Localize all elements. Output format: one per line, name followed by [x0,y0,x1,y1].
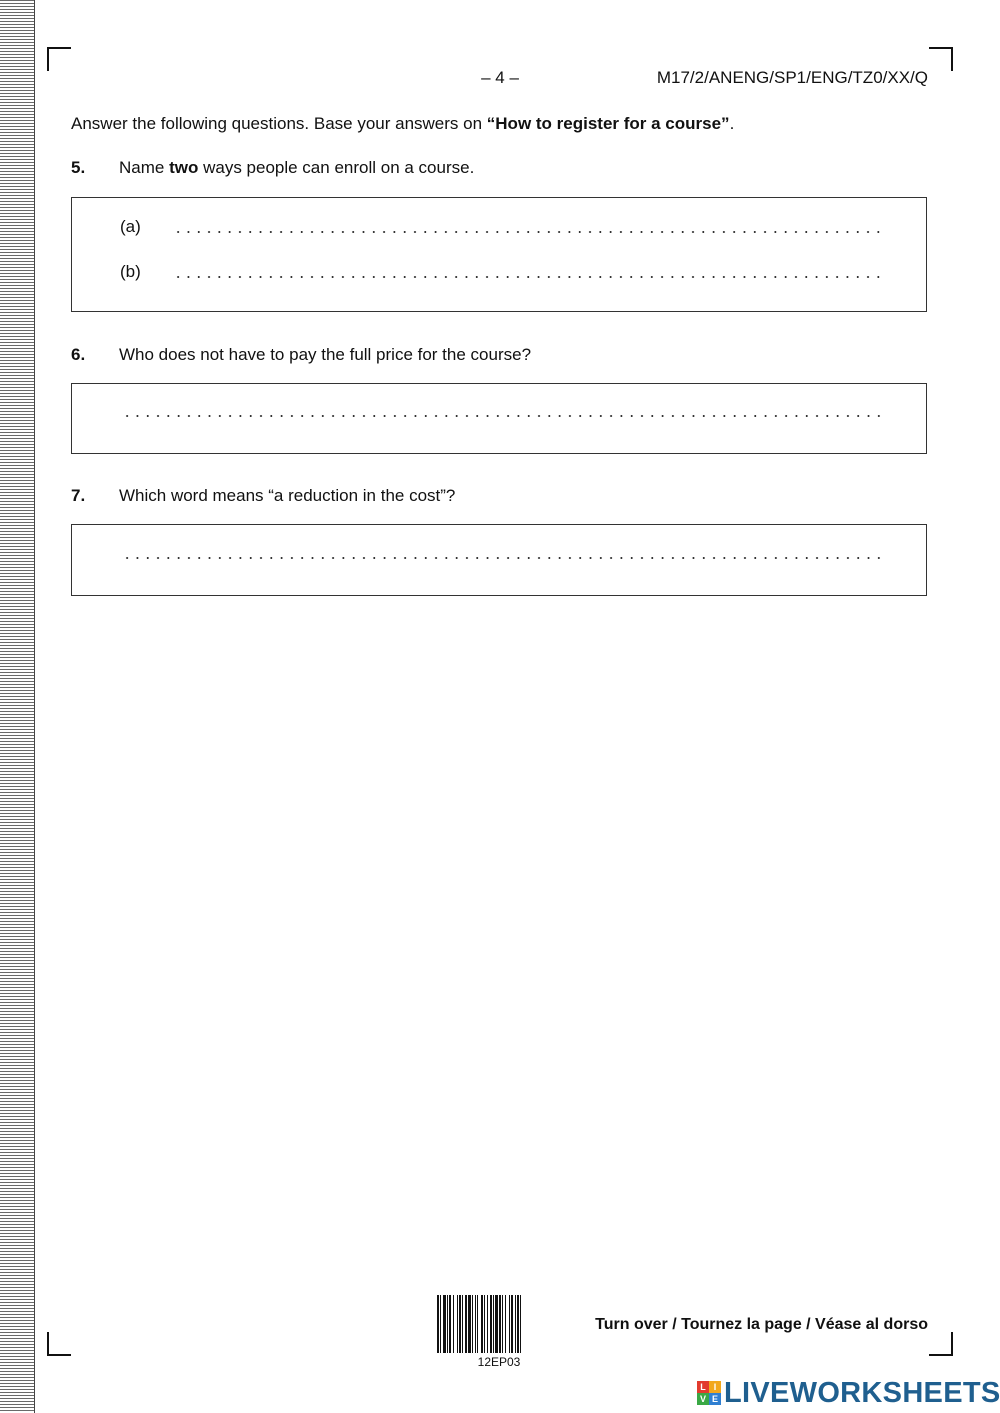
barcode-bar [505,1295,506,1353]
instructions-suffix: . [729,114,735,133]
answer-label: (b) [120,262,141,281]
barcode-bar [477,1295,478,1353]
barcode-bar [520,1295,521,1353]
barcode-bar [453,1295,454,1353]
barcode-bar [517,1295,519,1353]
logo-tile: V [697,1393,709,1405]
question-number: 5. [71,158,86,177]
emphasis-word: two [169,158,199,177]
answer-box-5 [71,197,927,312]
answer-box-7 [71,524,927,596]
dotted-answer-line[interactable] [122,557,881,559]
turn-over-note: Turn over / Tournez la page / Véase al dorso [595,1316,928,1333]
logo-tile: L [697,1381,709,1393]
barcode-bar [472,1295,473,1353]
source-title: “How to register for a course” [486,114,730,133]
liveworksheets-wordmark: LIVEWORKSHEETS [724,1376,1000,1409]
barcode-bar [495,1295,498,1353]
scanner-edge-strip [0,0,35,1413]
dotted-answer-line[interactable] [173,276,881,278]
question-number: 6. [71,345,86,364]
dotted-answer-line[interactable] [173,231,881,233]
barcode-bar [447,1295,448,1353]
answer-label: (a) [120,217,141,236]
barcode-bar [515,1295,516,1353]
barcode-bar [511,1295,513,1353]
question-number: 7. [71,486,86,505]
dotted-answer-line[interactable] [122,415,881,417]
barcode-bar [457,1295,458,1353]
barcode [437,1295,561,1353]
barcode-bar [440,1295,441,1353]
question-text: Which word means “a reduction in the cost”? [119,486,456,505]
barcode-bar [493,1295,494,1353]
liveworksheets-logo-icon [697,1381,721,1405]
barcode-bar [509,1295,510,1353]
liveworksheets-watermark [697,1377,1000,1409]
crop-mark-bottom-right [929,1332,953,1356]
barcode-bar [465,1295,467,1353]
barcode-bar [499,1295,501,1353]
barcode-bar [462,1295,463,1353]
barcode-bar [502,1295,503,1353]
instructions [71,114,734,134]
page-number: – 4 – [481,68,519,87]
barcode-bar [459,1295,461,1353]
barcode-bar [484,1295,485,1353]
barcode-bar [443,1295,446,1353]
answer-box-6 [71,383,927,454]
document-code: M17/2/ANENG/SP1/ENG/TZ0/XX/Q [656,68,928,87]
barcode-bar [468,1295,471,1353]
logo-tile: E [709,1393,721,1405]
barcode-bar [437,1295,439,1353]
question-text: Who does not have to pay the full price for the course? [119,345,532,364]
barcode-bar [490,1295,492,1353]
crop-mark-top-right [929,47,953,71]
instructions-prefix: Answer the following questions. Base your answers on [71,114,487,133]
question-text: Name two ways people can enroll on a course. [119,158,475,177]
crop-mark-bottom-left [47,1332,71,1356]
barcode-bar [449,1295,451,1353]
barcode-bar [475,1295,476,1353]
logo-tile: I [709,1381,721,1393]
barcode-bar [487,1295,488,1353]
barcode-bar [481,1295,483,1353]
barcode-number: 12EP03 [477,1355,521,1369]
crop-mark-top-left [47,47,71,71]
